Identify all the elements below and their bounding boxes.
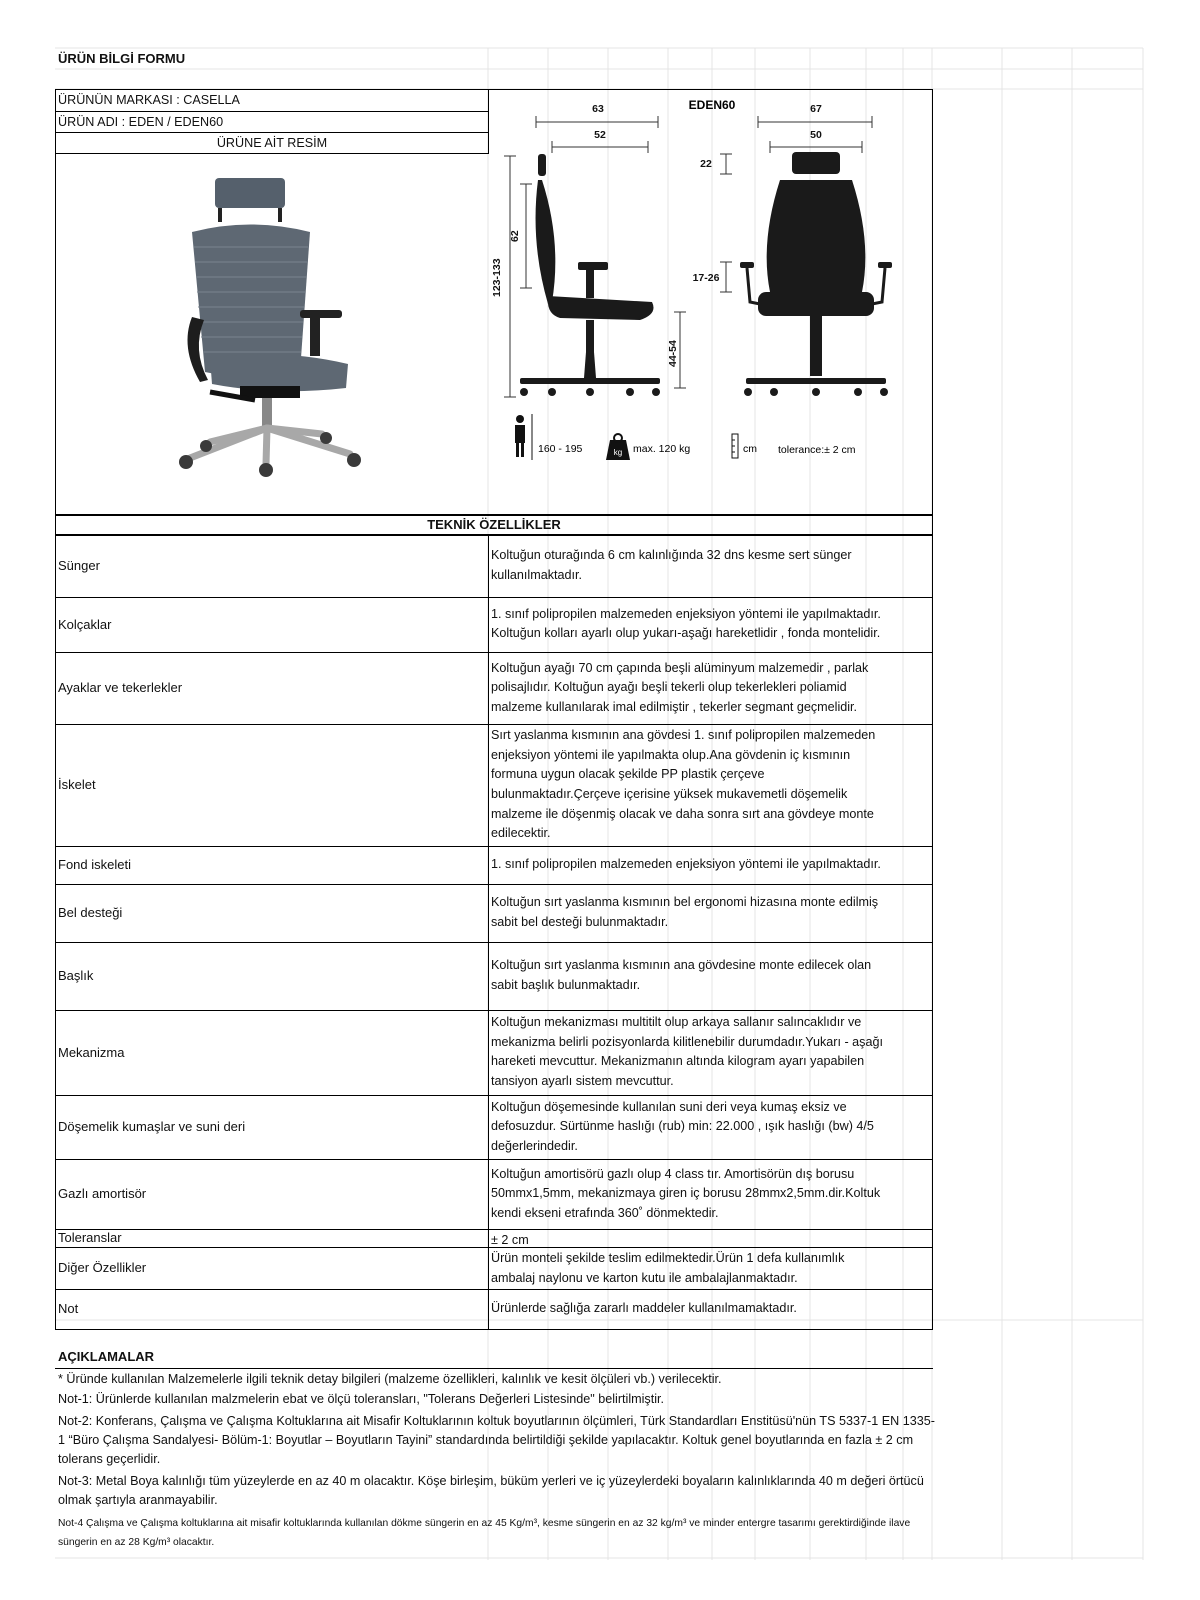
form-title: ÜRÜN BİLGİ FORMU xyxy=(58,51,186,66)
spec-row-divider xyxy=(488,597,489,653)
note-4: Not-4 Çalışma ve Çalışma koltuklarına ait misafir koltuklarında kullanılan dökme süngerin en az 45 Kg/m³, kesme süngerin en az 32 kg/m³ ve minder entergre tasarımı gerektirdiğinde ilave süngerin en az 28 Kg/m³ olacaktır. xyxy=(58,1518,911,1548)
spec-value: Ürünlerde sağlığa zararlı maddeler kullanılmamaktadır. xyxy=(491,1301,797,1316)
spec-value: 1. sınıf polipropilen malzemeden enjeksiyon yöntemi ile yapılmaktadır. xyxy=(491,857,881,872)
image-label: ÜRÜNE AİT RESİM xyxy=(216,136,328,150)
dim-front-width-inner: 50 xyxy=(810,129,822,141)
specs-title: TEKNİK ÖZELLİKLER xyxy=(427,517,561,532)
spec-row-divider xyxy=(488,884,489,943)
spec-label: Diğer Özellikler xyxy=(58,1260,147,1275)
spec-value: Koltuğun sırt yaslanma kısmının bel ergonomi hizasına monte edilmiş sabit bel desteği bulunmaktadır. xyxy=(491,895,879,929)
spec-row-divider xyxy=(488,1247,489,1290)
spec-row-divider xyxy=(488,942,489,1011)
spec-value: 1. sınıf polipropilen malzemeden enjeksiyon yöntemi ile yapılmaktadır. Koltuğun kolları ayarlı olup yukarı-aşağı hareketlidir , fonda montelidir. xyxy=(491,606,881,641)
spec-label: Döşemelik kumaşlar ve suni deri xyxy=(58,1119,246,1134)
spec-row-divider xyxy=(488,1229,489,1248)
spec-label: İskelet xyxy=(58,777,96,792)
user-height: 160 - 195 xyxy=(538,443,583,455)
spec-label: Fond iskeleti xyxy=(58,857,131,872)
spec-row-divider xyxy=(488,535,489,598)
dim-side-width-inner: 52 xyxy=(594,129,606,141)
spec-row-divider xyxy=(488,652,489,725)
model-name: EDEN60 xyxy=(688,98,736,112)
dim-seat-height: 44-54 xyxy=(667,340,679,367)
spec-row-divider xyxy=(488,1095,489,1160)
spec-label: Toleranslar xyxy=(58,1230,122,1245)
spec-value: Koltuğun ayağı 70 cm çapında beşli alüminyum malzemedir , parlak polisajlıdır. Koltuğun ayağı beşli tekerli olup tekerlekleri poliamid malzeme kullanılarak imal edilmiştir , tekerler segmant geçmelidir. xyxy=(491,660,869,714)
spec-label: Ayaklar ve tekerlekler xyxy=(58,680,183,695)
spec-row-divider xyxy=(488,846,489,885)
spec-value: ± 2 cm xyxy=(491,1233,529,1247)
spec-label: Gazlı amortisör xyxy=(58,1186,147,1201)
spec-value: Sırt yaslanma kısmının ana gövdesi 1. sınıf polipropilen malzemeden enjeksiyon yöntemi ile yapılmakta olup.Ana gövdenin iç kısmının formuna uygun olacak şekilde PP plastik çerçeve bulunmaktadır.Çerçeve içerisine yüksek mukavemetli döşemelik malzeme ile döşenmiş olacak ve daha sonra sırt ana gövdeye monte edilecektir. xyxy=(491,728,876,841)
dim-side-width-top: 63 xyxy=(592,103,604,115)
note-star: * Üründe kullanılan Malzemelerle ilgili teknik detay bilgileri (malzeme özellikleri, kalınlık ve kesit ölçüleri vb.) verilecektir. xyxy=(58,1372,722,1386)
note-3: Not-3: Metal Boya kalınlığı tüm yüzeylerde en az 40 m olacaktır. Köşe birleşim, büküm yerleri ve iç yüzeylerdeki boyaların kalınlıklarında 40 m değeri örtücü olmak şartıyla aranmayabilir. xyxy=(58,1474,924,1507)
product-name-line: ÜRÜN ADI : EDEN / EDEN60 xyxy=(58,115,224,129)
spec-label: Sünger xyxy=(58,558,100,573)
spec-value: Ürün monteli şekilde teslim edilmektedir.Ürün 1 defa kullanımlık ambalaj naylonu ve karton kutu ile ambalajlanmaktadır. xyxy=(491,1251,845,1285)
spec-value: Koltuğun sırt yaslanma kısmının ana gövdesine monte edilecek olan sabit başlık bulunmaktadır. xyxy=(491,958,872,992)
spec-value: Koltuğun amortisörü gazlı olup 4 class tır. Amortisörün dış borusu 50mmx1,5mm, mekanizmaya giren iç borusu 28mmx2,5mm.dir.Koltuk kendi ekseni etrafında 360˚ dönmektedir. xyxy=(491,1166,881,1220)
spec-label: Bel desteği xyxy=(58,905,123,920)
spec-value: Koltuğun mekanizması multitilt olup arkaya sallanır salıncaklıdır ve mekanizma belirli pozisyonlarda kilitlenebilir durumdadır.Yukarı - aşağı hareketi mevcuttur. Mekanizmanın altında kilogram ayarı yapabilen tansiyon ayarlı sistem mevcuttur. xyxy=(491,1015,883,1089)
spec-row-divider xyxy=(488,1289,489,1330)
spec-value: Koltuğun oturağında 6 cm kalınlığında 32 dns kesme sert sünger kullanılmaktadır. xyxy=(491,548,852,582)
dim-front-width-top: 67 xyxy=(810,103,822,115)
spec-row-divider xyxy=(488,724,489,847)
chair-photo xyxy=(170,172,390,492)
dim-headrest: 22 xyxy=(700,158,712,170)
spec-value: Koltuğun döşemesinde kullanılan suni deri veya kumaş eksiz ve defosuzdur. Sürtünme haslığı (rub) min: 22.000 , ışık haslığı (bw) 4/5 değerlerindedir. xyxy=(491,1099,874,1153)
ruler-icon xyxy=(732,434,738,458)
notes-title: AÇIKLAMALAR xyxy=(58,1349,155,1364)
weight-icon xyxy=(606,434,630,460)
unit-label: cm xyxy=(743,443,757,455)
brand-line: ÜRÜNÜN MARKASI : CASELLA xyxy=(58,93,240,107)
spec-row-divider xyxy=(488,1159,489,1230)
technical-drawing xyxy=(490,92,932,477)
note-2: Not-2: Konferans, Çalışma ve Çalışma Koltuklarına ait Misafir Koltuklarının koltuk boyutlarının ölçümleri, Türk Standardları Enstitüsü'nün TS 5337-1 EN 1335-1 “Büro Çalışma Sandalyesi- Bölüm-1: Boyutlar – Boyutların Tayini” standardında belirtildiği şekilde yapılacaktır. Koltuk genel boyutlarında en fazla ± 2 cm tolerans geçerlidir. xyxy=(58,1414,935,1466)
spec-label: Mekanizma xyxy=(58,1044,125,1060)
person-icon xyxy=(515,414,532,460)
dim-back-height: 62 xyxy=(509,230,521,242)
notes-top-rule xyxy=(55,1368,933,1369)
spec-label: Başlık xyxy=(58,968,94,983)
spec-row-divider xyxy=(488,1010,489,1096)
dim-total-height: 123-133 xyxy=(491,258,503,297)
spec-label: Not xyxy=(58,1301,79,1316)
weight-icon-label: kg xyxy=(613,448,623,457)
note-1: Not-1: Ürünlerde kullanılan malzmelerin ebat ve ölçü toleransları, "Tolerans Değerleri Listesinde" belirtilmiştir. xyxy=(58,1392,665,1406)
spec-label: Kolçaklar xyxy=(58,616,112,632)
tolerance-label: tolerance:± 2 cm xyxy=(778,444,856,456)
max-weight: max. 120 kg xyxy=(633,443,691,455)
dim-arm-height: 17-26 xyxy=(692,272,720,284)
